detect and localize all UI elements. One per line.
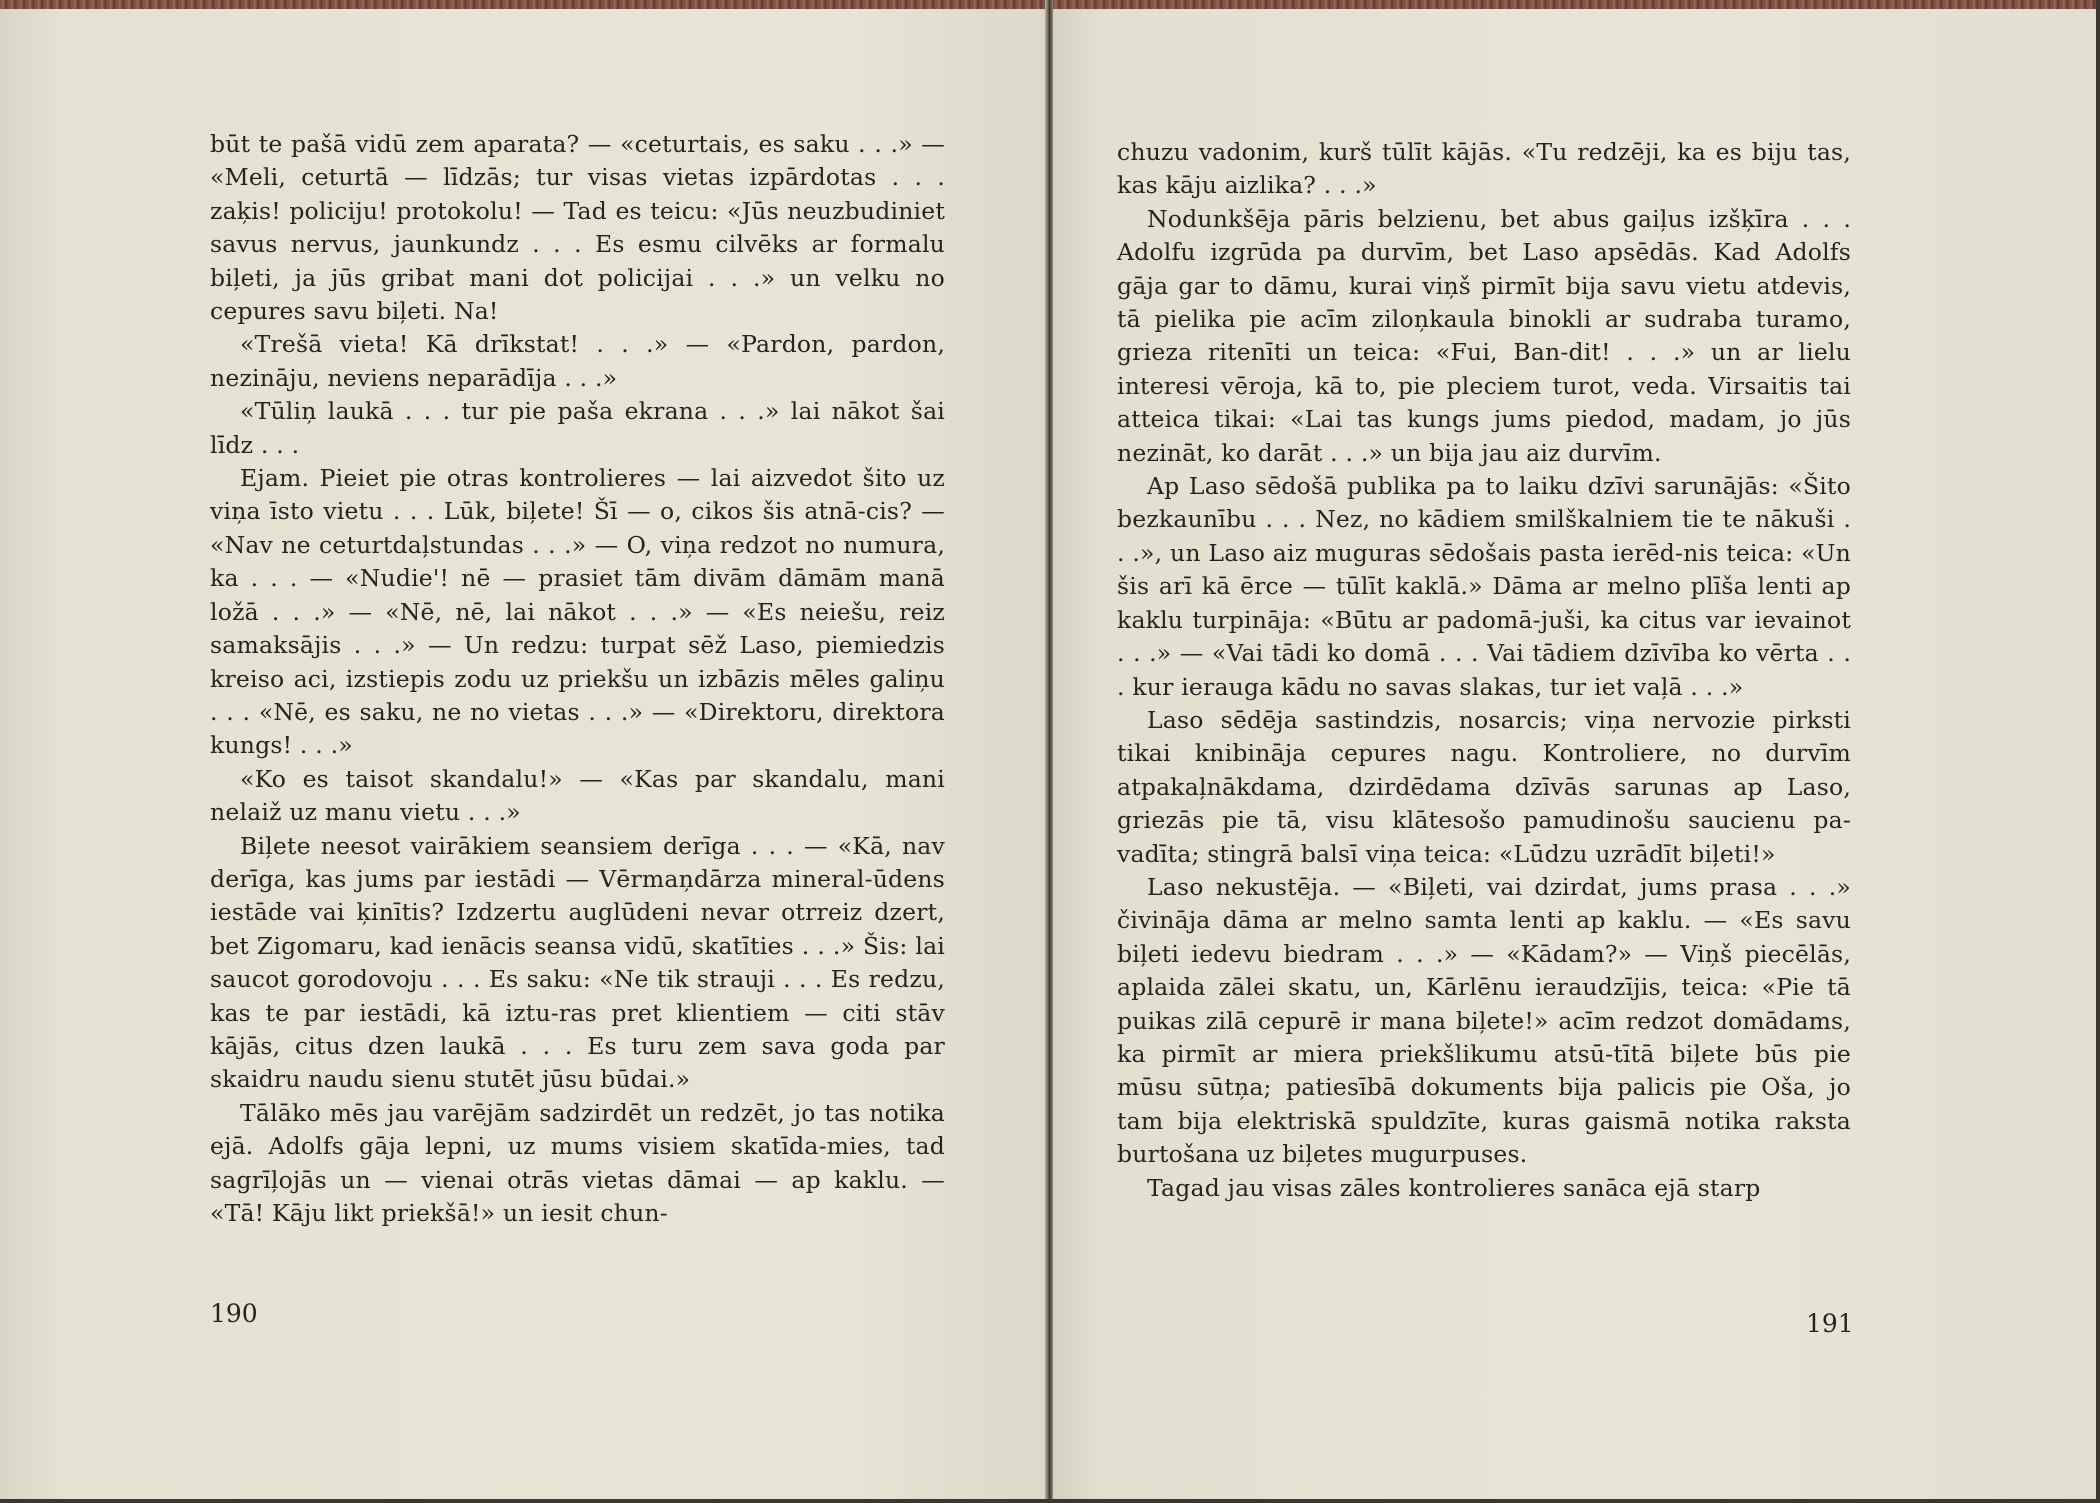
scan-bottom-edge (0, 1499, 2100, 1503)
paragraph: «Trešā vieta! Kā drīkstat! . . .» — «Pardon, pardon, nezināju, neviens neparādīja . . .» (210, 330, 945, 392)
paragraph: Ap Laso sēdošā publika pa to laiku dzīvi sarunājās: «Šito bezkaunību . . . Nez, no kādiem smilškalniem tie te nākuši . . .», un Laso aiz muguras sēdošais pasta ierēd-nis teica: «Un šis arī kā ērce — tūlīt kaklā.» Dāma ar melno plīša lenti ap kaklu turpināja: «Būtu ar padomā-juši, ka citus var ievainot . . .» — «Vai tādi ko domā . . . Vai tādiem dzīvība ko vērta . . . kur ierauga kādu no savas slakas, tur iet vaļā . . .» (1117, 472, 1851, 701)
paragraph: Tālāko mēs jau varējām sadzirdēt un redzēt, jo tas notika ejā. Adolfs gāja lepni, uz mums visiem skatīda-mies, tad sagrīļojās un — vienai otrās vietas dāmai — ap kaklu. — «Tā! Kāju likt priekšā!» un iesit chun- (210, 1098, 945, 1227)
scan-right-edge (2096, 0, 2100, 1503)
page-number-left: 190 (210, 1299, 258, 1328)
paragraph: «Ko es taisot skandalu!» — «Kas par skandalu, mani nelaiž uz manu vietu . . .» (210, 764, 945, 827)
book-gutter (1045, 0, 1053, 1503)
paragraph: «Tūliņ laukā . . . tur pie paša ekrana . . .» lai nākot šai līdz . . . (210, 397, 945, 459)
page-number-right: 191 (1806, 1309, 1854, 1338)
paragraph: Tagad jau visas zāles kontrolieres sanāca ejā starp (1147, 1173, 1761, 1202)
right-page-text (1117, 136, 1851, 1205)
paragraph: Laso sēdēja sastindzis, nosarcis; viņa nervozie pirksti tikai knibināja cepures nagu. Kontroliere, no durvīm atpakaļnākdama, dzirdēdama dzīvās sarunas ap Laso, griezās pie tā, visu klātesošo pamudinošu saucienu pa-vadīta; stingrā balsī viņa teica: «Lūdzu uzrādīt biļeti!» (1117, 705, 1851, 868)
paragraph: Ejam. Pieiet pie otras kontrolieres — lai aizvedot šito uz viņa īsto vietu . . . Lūk, biļete! Šī — o, cikos šis atnā-cis? — «Nav ne ceturtdaļstundas . . .» — O, viņa redzot no numura, ka . . . — «Nudie'! nē — prasiet tām divām dāmām manā ložā . . .» — «Nē, nē, lai nākot . . .» — «Es neiešu, reiz samaksājis . . .» — Un redzu: turpat sēž Laso, piemiedzis kreiso aci, izstiepis zodu uz priekšu un izbāzis mēles galiņu . . . «Nē, es saku, ne no vietas . . .» — «Direktoru, direktora kungs! . . .» (210, 464, 945, 760)
left-page-text (210, 128, 945, 1230)
paragraph: Biļete neesot vairākiem seansiem derīga . . . — «Kā, nav derīga, kas jums par iestādi — Vērmaņdārza mineral-ūdens iestāde vai ķinītis? Izdzertu auglūdeni nevar otrreiz dzert, bet Zigomaru, kad ienācis seansa vidū, skatīties . . .» Šis: lai saucot gorodovoju . . . Es saku: «Ne tik strauji . . . Es redzu, kas te par iestādi, kā iztu-ras pret klientiem — citi stāv kājās, citus dzen laukā . . . Es turu zem sava goda par skaidru naudu sienu stutēt jūsu būdai.» (210, 831, 945, 1094)
paragraph: būt te pašā vidū zem aparata? — «ceturtais, es saku . . .» — «Meli, ceturtā — līdzās; tur visas vietas izpārdotas . . . zaķis! policiju! protokolu! — Tad es teicu: «Jūs neuzbudiniet savus nervus, jaunkundz . . . Es esmu cilvēks ar formalu biļeti, ja jūs gribat mani dot policijai . . .» un velku no cepures savu biļeti. Na! (210, 130, 945, 326)
paragraph: Nodunkšēja pāris belzienu, bet abus gaiļus izšķīra . . . Adolfu izgrūda pa durvīm, bet Laso apsēdās. Kad Adolfs gāja gar to dāmu, kurai viņš pirmīt bija savu vietu atdevis, tā pielika pie acīm ziloņkaula binokli ar sudraba turamo, grieza ritenīti un teica: «Fui, Ban-dit! . . .» un ar lielu interesi vēroja, kā to, pie pleciem turot, veda. Virsaitis tai atteica tikai: «Lai tas kungs jums piedod, madam, jo jūs nezināt, ko darāt . . .» un bija jau aiz durvīm. (1117, 204, 1851, 467)
paragraph: Laso nekustēja. — «Biļeti, vai dzirdat, jums prasa . . .» čivināja dāma ar melno samta lenti ap kaklu. — «Es savu biļeti iedevu biedram . . .» — «Kādam?» — Viņš piecēlās, aplaida zālei skatu, un, Kārlēnu ieraudzījis, teica: «Pie tā puikas zilā cepurē ir mana biļete!» acīm redzot domādams, ka pirmīt ar miera priekšlikumu atsū-tītā biļete būs pie mūsu sūtņa; patiesībā dokuments bija palicis pie Oša, jo tam bija elektriskā spuldzīte, kuras gaismā notika raksta burtošana uz biļetes mugurpuses. (1117, 872, 1851, 1169)
paragraph: chuzu vadonim, kurš tūlīt kājās. «Tu redzēji, ka es biju tas, kas kāju aizlika? . . .» (1117, 138, 1851, 200)
